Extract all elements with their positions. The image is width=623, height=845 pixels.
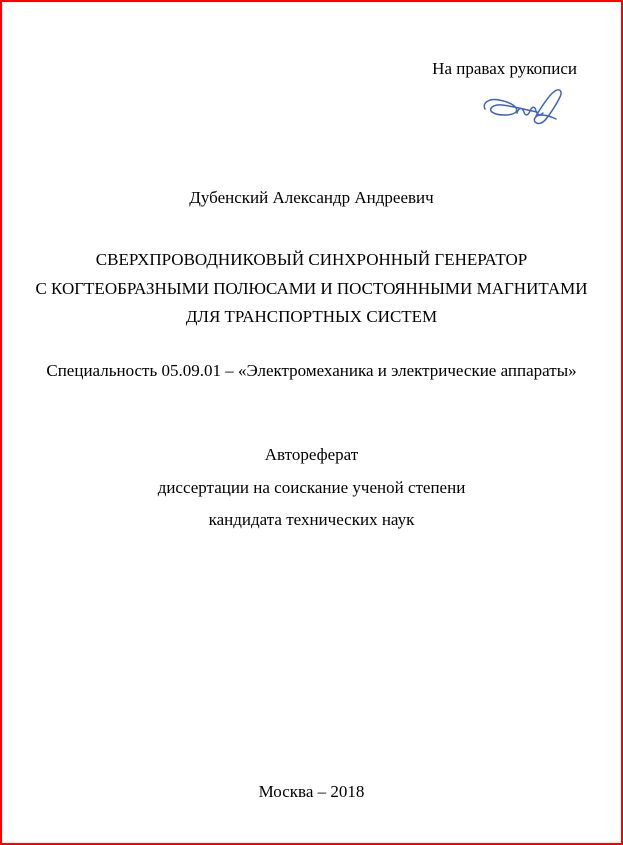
abstract-degree-line: диссертации на соискание ученой степени	[157, 477, 466, 497]
handwritten-signature	[480, 87, 574, 127]
title-line-2: С КОГТЕОБРАЗНЫМИ ПОЛЮСАМИ И ПОСТОЯННЫМИ МАГНИТАМИ	[35, 278, 588, 298]
author-name: Дубенский Александр Андреевич	[189, 188, 434, 207]
manuscript-rights-note: На правах рукописи	[432, 59, 577, 78]
abstract-degree-field: кандидата технических наук	[208, 510, 415, 529]
dissertation-title	[2, 246, 621, 332]
abstract-designation	[2, 439, 621, 537]
specialty-line: Специальность 05.09.01 – «Электромеханика и электрические аппараты»	[46, 361, 577, 380]
abstract-type: Автореферат	[264, 445, 359, 464]
signature-icon	[480, 87, 574, 127]
title-line-1: СВЕРХПРОВОДНИКОВЫЙ СИНХРОННЫЙ ГЕНЕРАТОР	[95, 250, 528, 269]
city-and-year: Москва – 2018	[258, 782, 365, 801]
title-line-3: ДЛЯ ТРАНСПОРТНЫХ СИСТЕМ	[185, 307, 438, 326]
